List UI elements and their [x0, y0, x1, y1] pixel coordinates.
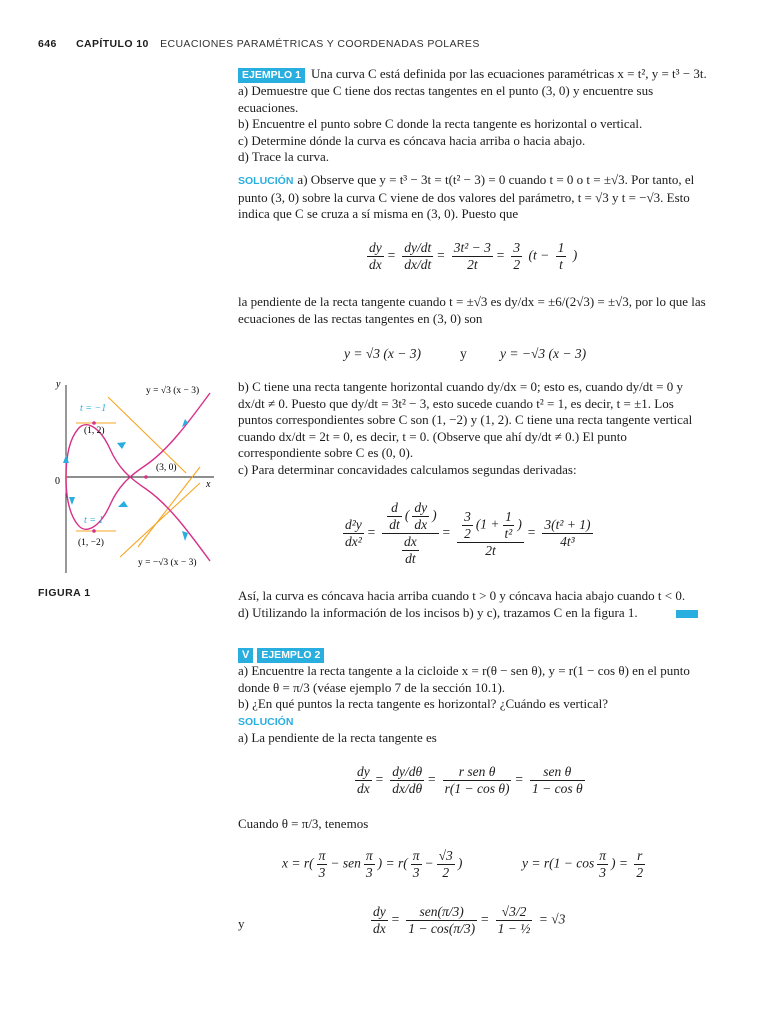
example-1-part-d: d) Trace la curva. — [238, 149, 329, 164]
frac-3-2: $\frac{3}{2}$ — [513, 240, 521, 272]
frac-dy-dx: $\frac{dy}{dx}$ — [369, 240, 382, 272]
frac-1-t: $\frac{1}{t}$ — [557, 240, 565, 272]
t-1-label: t = 1 — [84, 515, 104, 526]
example-2-statement — [238, 646, 708, 747]
figure-1 — [38, 375, 228, 575]
point-1-2 — [92, 421, 96, 425]
example-2-solution-label: SOLUCIÓN — [238, 715, 294, 728]
example-2-solution-a-intro: a) La pendiente de la recta tangente es — [238, 730, 437, 745]
tangent-line-top-label: y = √3 (x − 3) — [146, 386, 200, 396]
example-1-badge: EJEMPLO 1 — [238, 68, 305, 83]
chapter-label: CAPÍTULO 10 — [76, 38, 149, 50]
frac-dydt-dxdt: $\frac{dy/dt}{dx/dt}$ — [404, 240, 432, 272]
frac-d-dt-dy-dx-over-dx-dt: $\frac{d}{dt}$ ( $\frac{dy}{dx}$ ) $\frac{dx}{dt}$ — [382, 500, 438, 567]
direction-arrow-icon — [117, 442, 126, 449]
point-1-2-label: (1, 2) — [84, 426, 105, 436]
example-1-solution-c: c) Para determinar concavidades calculamos segundas derivadas: — [238, 461, 577, 477]
tangent-line-negative-lower — [120, 483, 200, 557]
v-badge: V — [238, 648, 253, 663]
direction-arrow-icon — [182, 531, 188, 541]
point-1-neg2 — [92, 529, 96, 533]
chapter-title: ECUACIONES PARAMÉTRICAS Y COORDENADAS POLARES — [160, 38, 480, 50]
example-1-statement — [238, 66, 708, 166]
example-1-solution-b: b) C tiene una recta tangente horizontal cuando dy/dx = 0; esto es, cuando dy/dt = 0 y dx/dt ≠ 0. Puesto que dy/dt = 3t² − 3, esto sucede cuando t² = 1, es decir, t = ±1. Los puntos correspondientes sobre C son (1, −2) y (1, 2). C tiene una recta tangente vertical cuando dx/dt = 2t = 0, es decir, t = 0. (Observe que ahí dy/dt ≠ 0.) El punto correspondiente sobre C es (0, 0). c) Para determinar concavidades calculamos segundas derivadas: — [238, 379, 708, 478]
concavity-text: Así, la curva es cóncava hacia arriba cuando t > 0 y cóncava hacia abajo cuando t < 0. d) Utilizando la información de los incisos b) y c), trazamos C en la figura 1. — [238, 588, 708, 621]
example-1-part-b: b) Encuentre el punto sobre C donde la recta tangente es horizontal o vertical. — [238, 116, 643, 131]
derivative-equation: $\frac{dy}{dx}$ = $\frac{dy/dt}{dx/dt}$ = $\frac{\text{3t² − 3}}{2t}$ = $\frac{3}{2}$ (t − $\frac{1}{t}$ ) — [369, 240, 578, 272]
cycloid-slope-equation: $\frac{dy}{dx}$ = $\frac{dy/d\theta}{dx/d\theta}$ = $\frac{\text{r sen θ}}{\text{r(1 − cos θ)}}$ = $\frac{\text{sen θ}}{\text{1 − cos θ}}$ — [357, 764, 583, 796]
example-1-solution-a — [238, 172, 708, 223]
second-derivative-equation: $\frac{\text{d²y}}{\text{dx²}}$ = $\frac{d}{dt}$ ( $\frac{dy}{dx}$ ) $\frac{dx}{dt}$ = $\frac{3}{2}$ (1 + $\frac{1}{\text{t²}}$ ) 2t = $\frac{\text{3(t² + 1)}}{\text{4t³}}$ — [345, 500, 591, 566]
tangent-equation-1: y = √3 (x − 3) — [344, 346, 421, 361]
example-1-intro: Una curva C está definida por las ecuaciones paramétricas x = t², y = t³ − 3t. — [310, 66, 707, 81]
y-at-pi-3-equation: y = r(1 − cos $\frac{\pi}{3}$ ) = $\frac{r}{2}$ — [522, 848, 644, 880]
y-axis-label: y — [56, 379, 61, 390]
example-2-part-a: a) Encuentre la recta tangente a la cicloide x = r(θ − sen θ), y = r(1 − cos θ) en el punto donde θ = π/3 (véase ejemplo 7 de la sección 10.1). — [238, 663, 690, 695]
and-word: y — [238, 916, 245, 931]
page-number: 646 — [38, 38, 57, 50]
example-1-part-c: c) Determine dónde la curva es cóncava hacia arriba o hacia abajo. — [238, 132, 586, 148]
example-1-part-a: a) Demuestre que C tiene dos rectas tangentes en el punto (3, 0) y encuentre sus ecuaciones. — [238, 83, 654, 115]
slope-text: la pendiente de la recta tangente cuando t = ±√3 es dy/dx = ±6/(2√3) = ±√3, por lo que las ecuaciones de las rectas tangentes en (3, 0) son — [238, 294, 706, 326]
tangent-line-bottom-label: y = −√3 (x − 3) — [138, 558, 197, 568]
t-neg1-label: t = −1 — [80, 403, 107, 414]
x-at-pi-3-equation: x = r( $\frac{\pi}{3}$ − sen $\frac{\pi}{3}$ ) = r( $\frac{\pi}{3}$ − $\frac{√3}{2}$ ) — [282, 848, 463, 880]
example-1-solution-d: d) Utilizando la información de los incisos b) y c), trazamos C en la figura 1. — [238, 604, 638, 620]
example-2-badge: EJEMPLO 2 — [257, 648, 324, 663]
example-2-part-b: b) ¿En qué puntos la recta tangente es horizontal? ¿Cuándo es vertical? — [238, 696, 608, 711]
frac-middle: $\frac{3}{2}$ (1 + $\frac{1}{\text{t²}}$ ) 2t — [457, 509, 524, 559]
frac-3t2: $\frac{\text{3t² − 3}}{2t}$ — [453, 240, 491, 272]
solution-a-text: a) Observe que y = t³ − 3t = t(t² − 3) = 0 cuando t = 0 o t = ±√3. Por tanto, el punto (3, 0) sobre la curva C viene de dos valores del parámetro, t = √3 y t = −√3. Esto indica que C se cruza a sí misma en (3, 0). Puesto que — [238, 172, 695, 221]
point-3-0 — [144, 475, 148, 479]
running-header — [38, 38, 480, 50]
origin-label: 0 — [55, 476, 60, 487]
when-theta-text: Cuando θ = π/3, tenemos — [238, 816, 369, 831]
end-of-example-marker — [676, 610, 698, 618]
tangent-equation-2: y = −√3 (x − 3) — [500, 346, 587, 361]
tangent-and: y — [460, 346, 467, 361]
tangent-line-negative — [108, 397, 186, 473]
direction-arrow-icon — [118, 501, 128, 507]
point-1-neg2-label: (1, −2) — [78, 538, 104, 548]
x-axis-label: x — [206, 479, 211, 490]
solution-label: SOLUCIÓN — [238, 175, 294, 187]
final-slope-equation: $\frac{dy}{dx}$ = $\frac{\text{sen(π/3)}}{1 - \cos(\pi/3)}$ = $\frac{√3/2}{\text{1 − ½}}$ = √3 — [373, 904, 566, 936]
figure-1-caption: FIGURA 1 — [38, 587, 91, 599]
direction-arrow-icon — [69, 497, 75, 505]
point-3-0-label: (3, 0) — [156, 463, 177, 473]
